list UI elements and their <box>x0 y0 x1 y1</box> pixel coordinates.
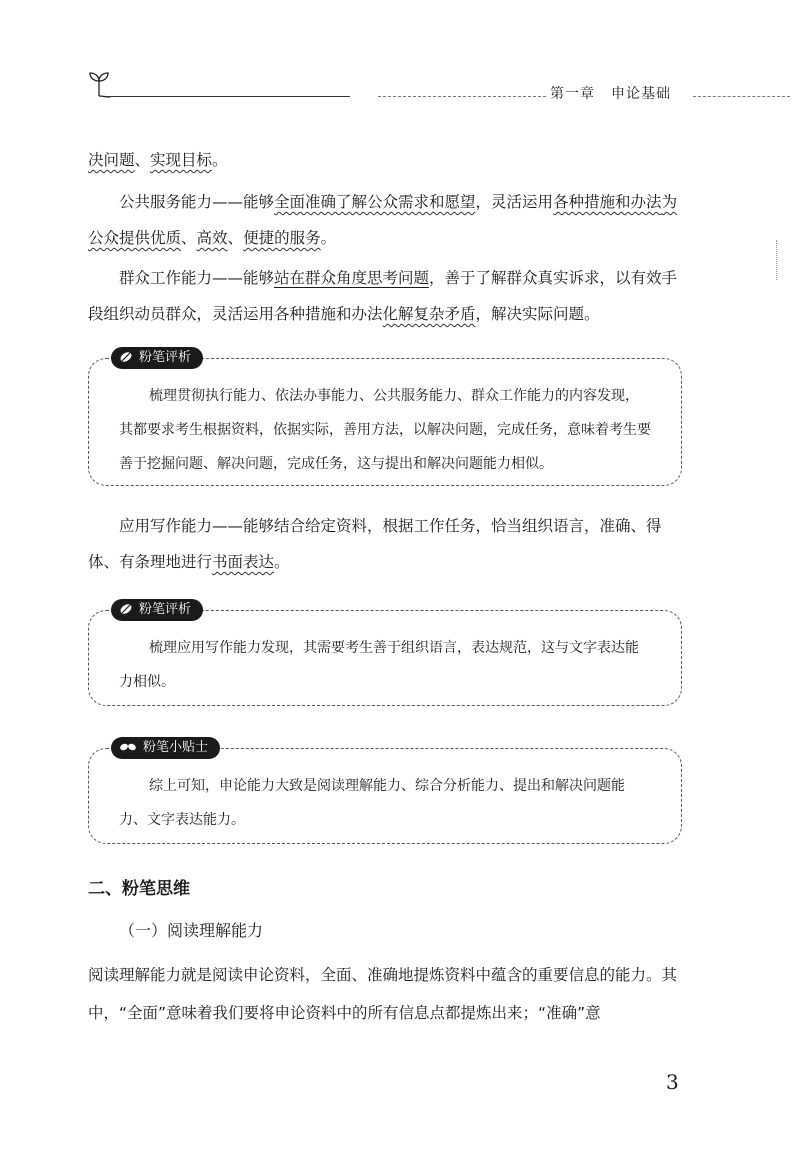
text: ，灵活运用 <box>475 193 554 211</box>
paragraph-continuation <box>88 142 692 178</box>
wavy-text: 便捷的服务 <box>243 229 321 247</box>
paragraph-public-service <box>88 184 692 256</box>
sprout-icon <box>119 741 137 753</box>
tips-box <box>88 740 682 844</box>
wavy-text: 高效 <box>196 229 228 247</box>
tag-label: 粉笔小贴士 <box>143 740 209 755</box>
section-title: 二、粉笔思维 <box>88 879 190 899</box>
wavy-text: 决问题 <box>88 151 135 169</box>
sprout-icon <box>88 70 110 98</box>
analysis-box-1 <box>88 350 682 486</box>
wavy-text: 全面准确了解公众需求和愿望 <box>274 193 476 211</box>
leaf-icon <box>119 602 133 616</box>
paragraph-mass-work <box>88 260 692 332</box>
wavy-text: 化解复杂矛盾 <box>382 305 476 323</box>
wavy-text: 实现目标 <box>150 151 213 169</box>
text: 。 <box>320 229 337 247</box>
chapter-heading <box>550 83 687 103</box>
underlined-text: 站在群众角度思考问题 <box>274 269 430 287</box>
tips-text: 综上可知，申论能力大致是阅读理解能力、综合分析能力、提出和解决问题能力、文字表达能力。 <box>119 778 625 828</box>
subsection-title: （一）阅读理解能力 <box>119 921 264 940</box>
header-rule-mid <box>378 96 546 97</box>
page-number: 3 <box>666 1070 679 1094</box>
analysis-text: 梳理应用写作能力发现，其需要考生善于组织语言，表达规范，这与文字表达能力相似。 <box>119 640 639 690</box>
wavy-text: 各种措施和办法 <box>553 193 662 211</box>
analysis-box-2 <box>88 602 682 706</box>
text: 、 <box>181 229 197 247</box>
section-body: 阅读理解能力就是阅读申论资料，全面、准确地提炼资料中蕴含的重要信息的能力。其中，“全面”意味着我们要将申论资料中的所有信息点都提炼出来；“准确”意 <box>88 966 678 1022</box>
chapter-title: 申论基础 <box>611 86 671 102</box>
wavy-text: 书面表达 <box>212 553 275 571</box>
text: 公共服务能力——能够 <box>119 193 275 211</box>
tips-tag <box>111 737 220 759</box>
header-rule-left <box>106 96 350 97</box>
text: 、 <box>134 151 151 169</box>
leaf-icon <box>119 350 133 364</box>
header-rule-right <box>693 96 790 97</box>
text: ，解决实际问题。 <box>475 305 600 323</box>
text: 。 <box>212 151 228 169</box>
tag-label: 粉笔评析 <box>139 602 192 617</box>
wavy-text: 为公众提供优质 <box>88 193 678 247</box>
text: ，善于了解群众真实诉求，以有效手段组织动员群众，灵活运用各种措施和办法 <box>88 269 678 323</box>
chapter-number: 第一章 <box>550 86 595 102</box>
analysis-text: 梳理贯彻执行能力、依法办事能力、公共服务能力、群众工作能力的内容发现，其都要求考生根据资料，依据实际，善用方法，以解决问题，完成任务，意味着考生要善于挖掘问题、解决问题，完成任务，这与提出和解决问题能力相似。 <box>119 388 651 472</box>
tag-label: 粉笔评析 <box>139 350 192 365</box>
text: 。 <box>274 553 290 571</box>
analysis-tag <box>111 599 203 621</box>
analysis-tag <box>111 347 203 369</box>
page-header <box>88 66 790 106</box>
text: 群众工作能力——能够 <box>119 269 275 287</box>
paragraph-writing <box>88 508 692 580</box>
text: 应用写作能力——能够结合给定资料，根据工作任务，恰当组织语言，准确、得体、有条理地进行 <box>88 517 662 571</box>
text: 、 <box>227 229 244 247</box>
scan-artifact <box>776 240 780 280</box>
